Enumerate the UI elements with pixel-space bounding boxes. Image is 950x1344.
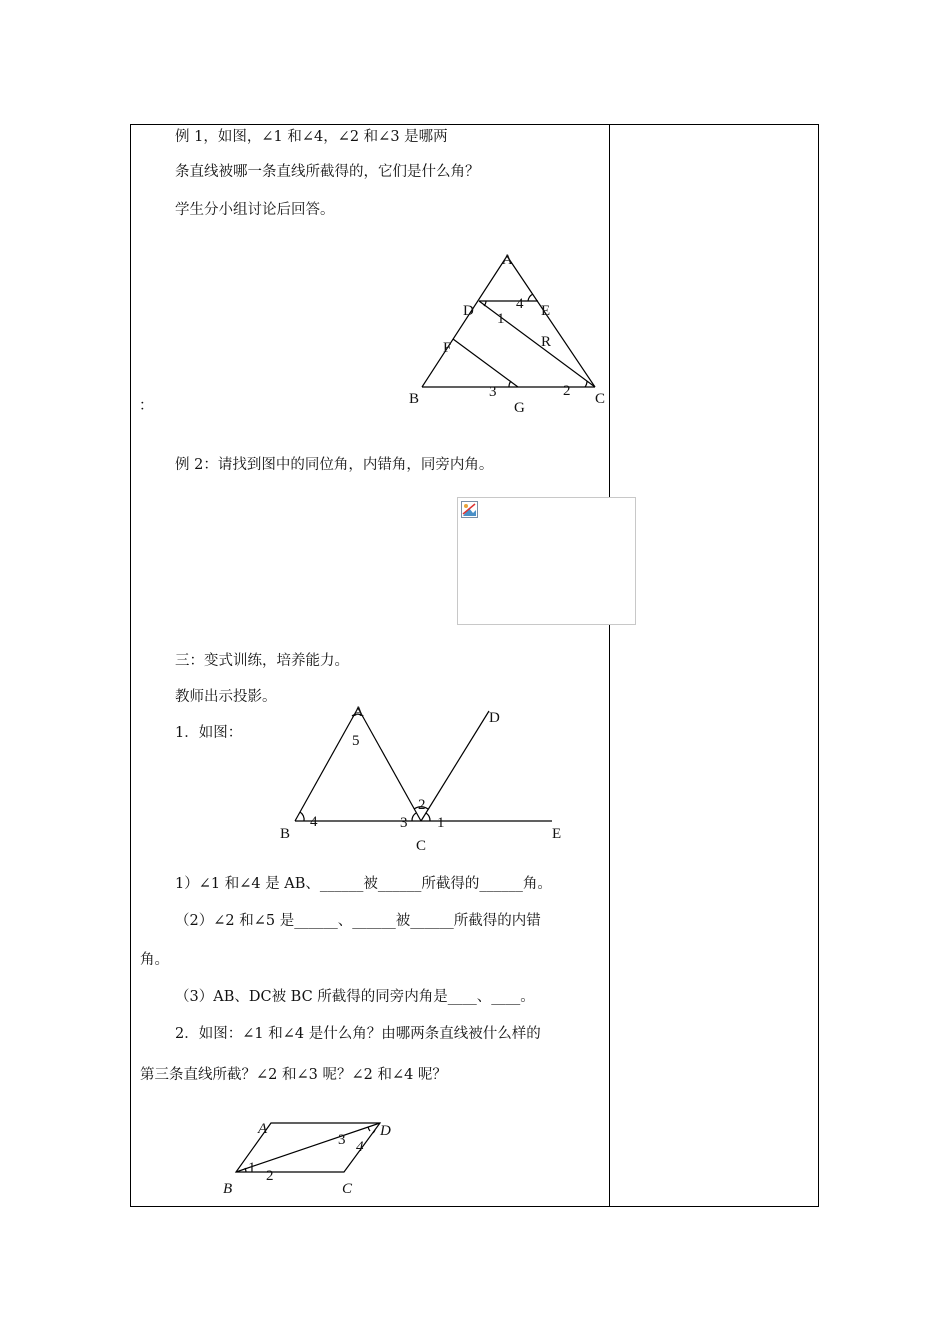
fig3-label-C: C	[342, 1181, 353, 1197]
fig2-label-5: 5	[352, 733, 360, 749]
question1-part3: （3）AB、DC被 BC 所截得的同旁内角是____、____。	[175, 989, 535, 1005]
fig1-label-3: 3	[489, 384, 497, 400]
example1-line2: 条直线被哪一条直线所截得的，它们是什么角？	[175, 164, 480, 180]
example2-line: 例 2：请找到图中的同位角，内错角，同旁内角。	[175, 457, 494, 473]
fig2-label-3: 3	[400, 815, 408, 831]
fig2-label-1: 1	[437, 815, 445, 831]
fig1-label-A: A	[502, 252, 513, 268]
fig3-label-D: D	[380, 1123, 391, 1139]
fig1-label-4: 4	[516, 296, 524, 312]
fig1-label-E: E	[541, 303, 551, 319]
fig2-label-B: B	[280, 826, 291, 842]
fig1-label-R: R	[541, 334, 552, 350]
example1-line1: 例 1，如图，∠1 和∠4，∠2 和∠3 是哪两	[175, 129, 448, 145]
fig3-label-A: A	[258, 1121, 268, 1137]
question2-line1: 2．如图：∠1 和∠4 是什么角？由哪两条直线被什么样的	[175, 1026, 541, 1042]
fig3-label-2: 2	[266, 1168, 274, 1184]
fig3-label-4: 4	[356, 1139, 364, 1155]
fig2-label-D: D	[489, 710, 500, 726]
fig3-label-1: 1	[248, 1160, 256, 1176]
fig2-label-4: 4	[310, 814, 318, 830]
fig1-label-1: 1	[497, 311, 505, 327]
fig3-label-B: B	[223, 1181, 233, 1197]
example1-line3: 学生分小组讨论后回答。	[175, 202, 335, 218]
question1-part2-cont: 角。	[140, 952, 169, 968]
fig3-label-3: 3	[338, 1132, 346, 1148]
fig1-label-C: C	[595, 391, 606, 407]
section3-title: 三：变式训练，培养能力。	[175, 653, 349, 669]
fig2-label-2: 2	[418, 797, 426, 813]
question2-line2: 第三条直线所截？∠2 和∠3 呢？∠2 和∠4 呢？	[140, 1067, 447, 1083]
fig2-label-E: E	[552, 826, 562, 842]
fig1-label-F: F	[443, 340, 452, 356]
fig2-label-C: C	[416, 838, 427, 854]
teacher-line: 教师出示投影。	[175, 689, 277, 705]
question1-intro: 1．如图：	[175, 725, 243, 741]
fig1-label-D: D	[463, 303, 474, 319]
question1-part2: （2）∠2 和∠5 是______、______被______所截得的内错	[175, 913, 541, 929]
fig1-label-G: G	[514, 400, 525, 416]
fig2-label-A: A	[353, 704, 364, 720]
question1-part1: 1）∠1 和∠4 是 AB、______被______所截得的______角。	[175, 876, 552, 892]
colon-mark: ：	[139, 398, 154, 414]
fig1-label-2: 2	[563, 383, 571, 399]
fig1-label-B: B	[409, 391, 420, 407]
